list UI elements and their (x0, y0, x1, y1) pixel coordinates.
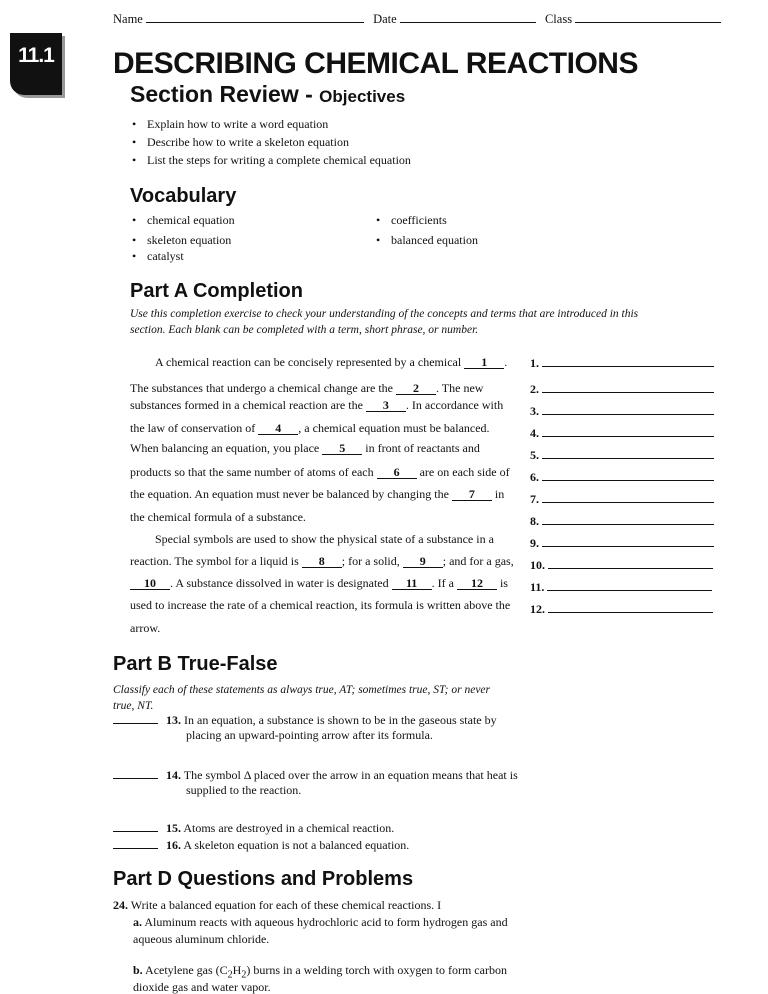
answer-number: 9. (530, 536, 539, 550)
answer-field[interactable] (542, 355, 714, 367)
part-a-instructions: section. Each blank can be completed with a term, short phrase, or number. (130, 324, 479, 336)
blank-8: 8 (302, 555, 342, 568)
blank-10: 10 (130, 577, 170, 590)
paragraph-line (130, 598, 510, 613)
answer-number: 5. (530, 448, 539, 462)
answer-number: 2. (530, 382, 539, 396)
paragraph-line (130, 621, 160, 636)
question-24: 24. Write a balanced equation for each of these chemical reactions. I (113, 898, 442, 912)
vocab-item: • balanced equation (391, 233, 478, 248)
answer-field[interactable] (542, 403, 714, 415)
answer-item (530, 513, 714, 529)
part-b-instructions: Classify each of these statements as always true, AT; sometimes true, ST; or never (113, 684, 491, 696)
objective-item: • Describe how to write a skeleton equation (147, 135, 349, 150)
class-label: Class (544, 12, 573, 26)
answer-field[interactable] (113, 820, 158, 832)
item-text: The symbol Δ placed over the arrow in an equation means that heat is (183, 768, 518, 782)
part-b-instructions: true, NT. (113, 700, 154, 712)
item-number: 14. (166, 768, 181, 782)
true-false-item (113, 767, 518, 798)
answer-item (530, 381, 714, 397)
line-text: substances formed in a chemical reaction are the (130, 398, 366, 412)
item-text: A skeleton equation is not a balanced equation. (183, 838, 410, 852)
line-text: . In accordance with (405, 398, 504, 412)
paragraph-line (130, 398, 503, 413)
objective-item: • List the steps for writing a complete chemical equation (147, 153, 411, 168)
line-text: Special symbols are used to show the physical state of a substance in a (155, 532, 494, 546)
part-a-instructions: Use this completion exercise to check your understanding of the concepts and terms that are introduced in this (130, 308, 639, 320)
blank-5: 5 (322, 442, 362, 455)
paragraph-line (130, 554, 514, 569)
vocab-item: • chemical equation (147, 213, 235, 228)
blank-9: 9 (403, 555, 443, 568)
line-text: in front of reactants and (362, 441, 480, 455)
line-text: . The new (436, 381, 484, 395)
answer-field[interactable] (113, 712, 158, 724)
item-number: 16. (166, 838, 181, 852)
blank-1: 1 (464, 356, 504, 369)
answer-number: 7. (530, 492, 539, 506)
answer-field[interactable] (113, 767, 158, 779)
date-label: Date (373, 12, 397, 26)
line-text: . A substance dissolved in water is designated (170, 576, 392, 590)
line-text: ; for a solid, (341, 554, 403, 568)
answer-item (530, 469, 714, 485)
vocab-item: • catalyst (147, 249, 184, 264)
answer-item (530, 491, 714, 507)
line-text: products so that the same number of atoms of each (130, 465, 377, 479)
blank-2: 2 (396, 382, 436, 395)
answer-number: 4. (530, 426, 539, 440)
true-false-item (113, 837, 409, 853)
paragraph-line (130, 381, 483, 396)
answer-number: 3. (530, 404, 539, 418)
line-text: is (496, 576, 508, 590)
answer-item (530, 403, 714, 419)
item-text: In an equation, a substance is shown to be in the gaseous state by (184, 713, 497, 727)
answer-field[interactable] (542, 447, 714, 459)
blank-4: 4 (258, 422, 298, 435)
answer-field[interactable] (542, 491, 714, 503)
line-text: reaction. The symbol for a liquid is (130, 554, 302, 568)
paragraph-line (130, 465, 510, 480)
vocab-item: • skeleton equation (147, 233, 231, 248)
line-text: the chemical formula of a substance. (130, 510, 306, 524)
question-24b: b. Acetylene gas $(C_2H_2)$ burns in a welding torch with oxygen to form carbon (133, 963, 507, 981)
answer-field[interactable] (542, 425, 714, 437)
answer-field[interactable] (542, 381, 714, 393)
blank-11: 11 (392, 577, 432, 590)
blank-12: 12 (457, 577, 497, 590)
line-text: the law of conservation of (130, 421, 259, 435)
line-text: the equation. An equation must never be balanced by changing the (130, 487, 452, 501)
name-label: Name (113, 12, 143, 26)
paragraph-line (130, 441, 480, 456)
name-field[interactable] (146, 11, 364, 23)
item-number: 13. (166, 713, 181, 727)
part-a-heading: Part A Completion (130, 280, 303, 302)
line-text: A chemical reaction can be concisely represented by a chemical (155, 355, 465, 369)
vocab-item: • coefficients (391, 213, 447, 228)
question-24a-cont: aqueous aluminum chloride. (133, 932, 270, 946)
line-text: ; and for a gas, (442, 554, 514, 568)
answer-field[interactable] (547, 579, 712, 591)
item-number: 15. (166, 821, 181, 835)
answer-item (530, 447, 714, 463)
answer-item (530, 425, 714, 441)
answer-item (530, 579, 712, 595)
line-text: . If a (431, 576, 457, 590)
answer-number: 1. (530, 356, 539, 370)
paragraph-line (155, 532, 494, 547)
answer-number: 6. (530, 470, 539, 484)
answer-item (530, 535, 714, 551)
vocabulary-heading: Vocabulary (130, 185, 237, 207)
paragraph-line (130, 421, 490, 436)
item-text-cont: supplied to the reaction. (186, 783, 302, 797)
true-false-item (113, 712, 497, 743)
answer-field[interactable] (542, 513, 714, 525)
line-text: , a chemical equation must be balanced. (298, 421, 490, 435)
paragraph-line (130, 487, 504, 502)
answer-number: 10. (530, 558, 545, 572)
paragraph-line (155, 355, 507, 370)
line-text: in (491, 487, 505, 501)
blank-3: 3 (366, 399, 406, 412)
item-text: Atoms are destroyed in a chemical reaction. (183, 821, 395, 835)
true-false-item (113, 820, 394, 836)
answer-field[interactable] (548, 601, 713, 613)
blank-6: 6 (377, 466, 417, 479)
answer-field[interactable] (113, 837, 158, 849)
date-field[interactable] (400, 11, 536, 23)
part-d-heading: Part D Questions and Problems (113, 868, 414, 890)
class-field[interactable] (575, 11, 721, 23)
paragraph-line (130, 576, 508, 591)
answer-field[interactable] (548, 557, 713, 569)
line-text: . (504, 355, 508, 369)
blank-7: 7 (452, 488, 492, 501)
section-badge: 11.1 (10, 33, 62, 95)
line-text: arrow. (130, 621, 161, 635)
answer-item (530, 557, 713, 573)
page-title: DESCRIBING CHEMICAL REACTIONS (113, 47, 638, 80)
answer-number: 11. (530, 580, 545, 594)
answer-item (530, 355, 714, 371)
part-b-heading: Part B True-False (113, 653, 278, 675)
section-subtitle: Section Review - Objectives (130, 81, 406, 107)
line-text: The substances that undergo a chemical change are the (130, 381, 396, 395)
header-fields (113, 11, 721, 27)
question-24b-cont: dioxide gas and water vapor. (133, 980, 271, 994)
answer-number: 8. (530, 514, 539, 528)
paragraph-line (130, 510, 306, 525)
line-text: When balancing an equation, you place (130, 441, 323, 455)
line-text: are on each side of (416, 465, 510, 479)
item-text-cont: placing an upward-pointing arrow after its formula. (186, 728, 433, 742)
question-24a: a. Aluminum reacts with aqueous hydrochloric acid to form hydrogen gas and (133, 915, 508, 929)
line-text: used to increase the rate of a chemical reaction, its formula is written above the (130, 598, 511, 612)
answer-field[interactable] (542, 535, 714, 547)
objective-item: • Explain how to write a word equation (147, 117, 328, 132)
answer-item (530, 601, 713, 617)
answer-field[interactable] (542, 469, 714, 481)
answer-number: 12. (530, 602, 545, 616)
